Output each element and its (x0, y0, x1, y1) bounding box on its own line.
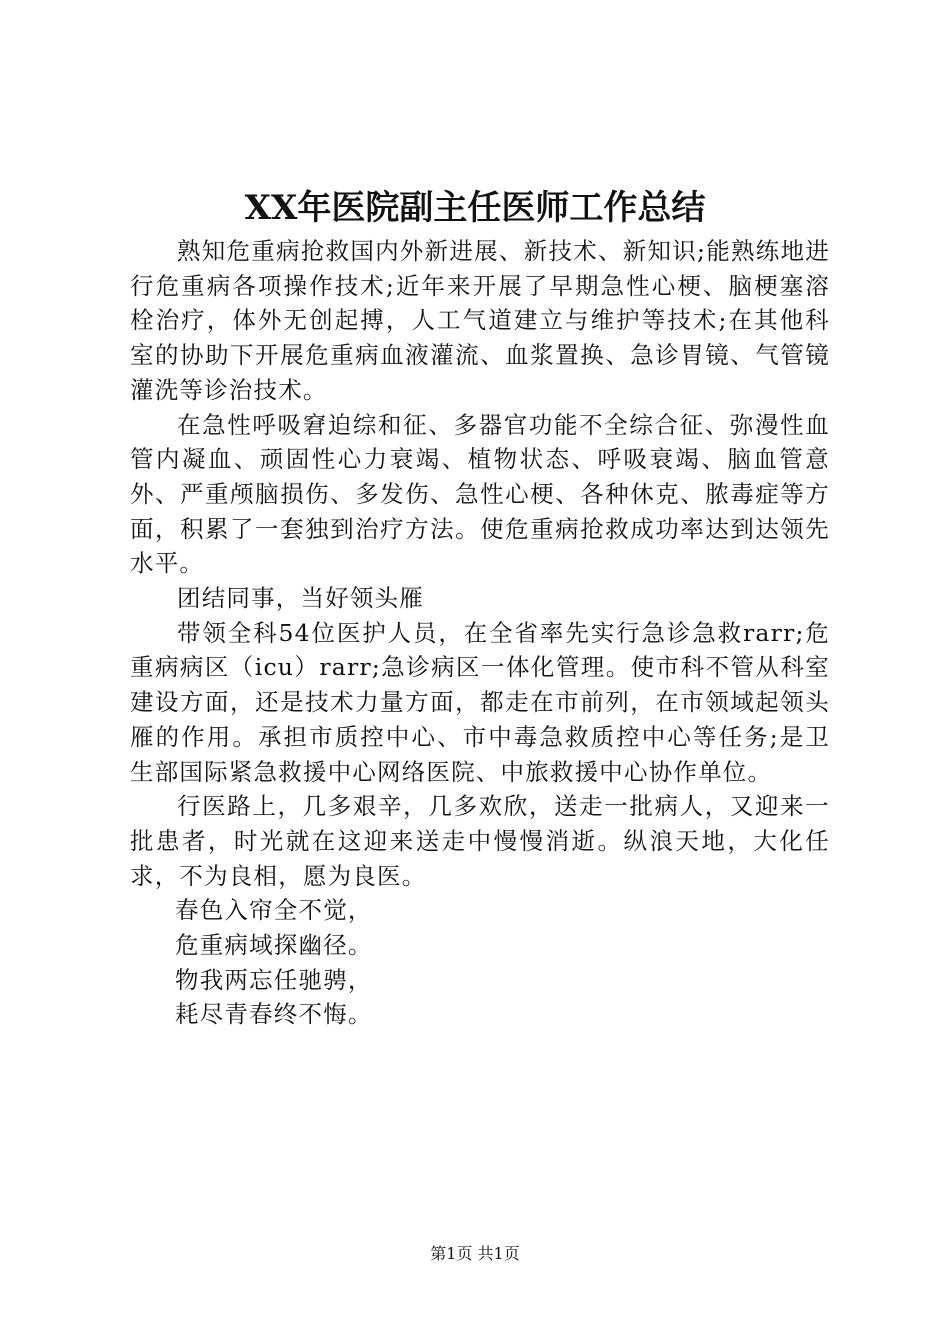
verse-line: 物我两忘任驰骋， (175, 965, 373, 994)
verse-line: 耗尽青春终不悔。 (175, 1000, 373, 1029)
paragraph-heading-teamwork: 团结同事，当好领头雁 (177, 584, 424, 613)
paragraph-experience: 在急性呼吸窘迫综和征、多器官功能不全综合征、弥漫性血管内凝血、顽固性心力衰竭、植物状态、呼吸衰竭、脑血管意外、严重颅脑损伤、多发伤、急性心梗、各种休克、脓毒症等方面，积累了一套独到治疗方法。使危重病抢救成功率达到达领先水平。 (130, 410, 830, 578)
paragraph-reflection: 行医路上，几多艰辛，几多欢欣，送走一批病人，又迎来一批患者，时光就在这迎来送走中慢慢消逝。纵浪天地，大化任求，不为良相，愿为良医。 (130, 792, 830, 890)
verse-line: 春色入帘全不觉， (175, 896, 373, 925)
page-number-footer: 第1页 共1页 (430, 1244, 520, 1263)
paragraph-leadership: 带领全科54位医护人员，在全省率先实行急诊急救rarr;危重病病区（icu）rarr;急诊病区一体化管理。使市科不管从科室建设方面，还是技术力量方面，都走在市前列，在市领域起领头雁的作用。承担市质控中心、市中毒急救质控中心等任务;是卫生部国际紧急救援中心网络医院、中旅救援中心协作单位。 (130, 618, 830, 786)
document-body (130, 234, 830, 1032)
verse-line: 危重病域探幽径。 (175, 931, 373, 960)
paragraph-skills: 熟知危重病抢救国内外新进展、新技术、新知识;能熟练地进行危重病各项操作技术;近年来开展了早期急性心梗、脑梗塞溶栓治疗，体外无创起搏，人工气道建立与维护等技术;在其他科室的协助下开展危重病血液灌流、血浆置换、急诊胃镜、气管镜灌洗等诊治技术。 (130, 237, 830, 404)
document-title: XX年医院副主任医师工作总结 (244, 188, 706, 228)
